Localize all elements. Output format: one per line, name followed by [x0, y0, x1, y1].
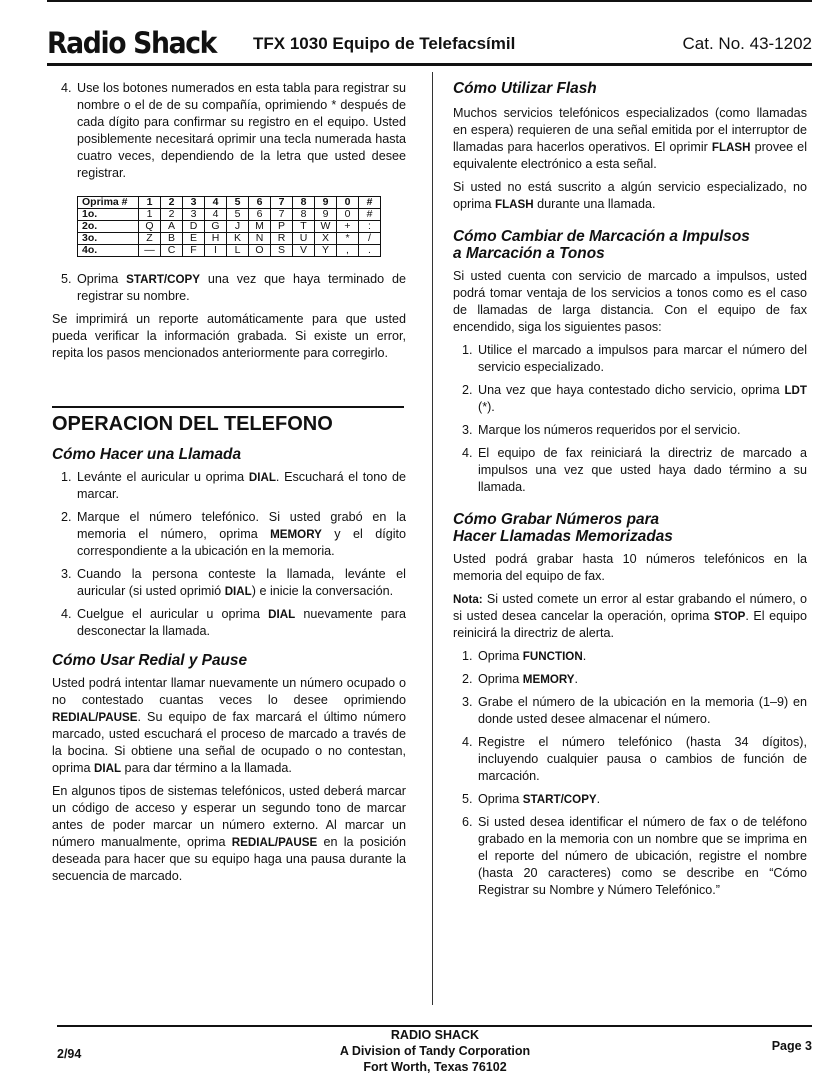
list-item: 1. Oprima FUNCTION.	[462, 649, 587, 663]
footer-date: 2/94	[57, 1047, 82, 1061]
brand-logo: Radio Shack	[47, 26, 217, 60]
table-cell: 0	[337, 209, 359, 221]
table-cell: E	[183, 233, 205, 245]
table-cell: 9	[315, 209, 337, 221]
table-cell: 2	[161, 209, 183, 221]
page-number: Page 3	[771, 1039, 812, 1053]
table-cell: Z	[139, 233, 161, 245]
table-cell: *	[337, 233, 359, 245]
table-cell: M	[249, 221, 271, 233]
list-item: 2. Una vez que haya contestado dicho servicio, oprima LDT (*).	[462, 383, 807, 414]
catalog-number: Cat. No. 43-1202	[682, 34, 812, 53]
list-item: 3. Cuando la persona conteste la llamada, levánte el auricular (si usted oprimió DIAL) e inicie la conversación.	[61, 567, 406, 598]
list-item: 6. Si usted desea identificar el número de fax o de teléfono grabado en la memoria con un nombre que se imprima en el reporte del número de ubicación, registre el nombre (hasta 20 caracteres) como se describe en “Cómo Registrar su Nombre y Número Telefónico.”	[462, 815, 807, 897]
left-column	[52, 80, 406, 885]
table-row	[78, 245, 381, 257]
row-label: Oprima #	[78, 197, 139, 209]
table-cell: D	[183, 221, 205, 233]
right-column	[453, 80, 807, 899]
list-item: 4. Use los botones numerados en esta tabla para registrar su nombre o el de de su compañía, oprimiendo * después de cada dígito para confirmar su registro en el equipo. Usted posiblemente necesitará oprimir una tecla numerada hasta cuatro veces, dependiendo de la letra que usted desee registrar.	[61, 81, 406, 180]
table-cell: H	[205, 233, 227, 245]
table-cell: L	[227, 245, 249, 257]
row-label: 2o.	[78, 221, 139, 233]
subheading-memory: Cómo Grabar Números para Hacer Llamadas Memorizadas	[453, 511, 673, 545]
table-cell: Q	[139, 221, 161, 233]
list-item: 2. Marque el número telefónico. Si usted grabó en la memoria el número, oprima MEMORY y el dígito correspondiente a la ubicación en la memoria.	[61, 510, 407, 558]
top-border	[47, 0, 812, 2]
table-cell: 2	[161, 197, 183, 209]
column-divider	[432, 72, 433, 1005]
note: Nota: Si usted comete un error al estar grabando el número, o si usted desea cancelar la operación, oprima STOP. El equipo reinicirá la directriz de alerta.	[453, 592, 807, 640]
table-cell: 4	[205, 209, 227, 221]
list-item: 5. Oprima START/COPY.	[462, 792, 601, 806]
list-item: 3. Grabe el número de la ubicación en la memoria (1–9) en donde usted desee almacenar el número.	[462, 695, 807, 726]
table-cell: —	[139, 245, 161, 257]
table-cell: #	[359, 197, 381, 209]
table-cell: 3	[183, 197, 205, 209]
list-item: 4. Cuelgue el auricular u oprima DIAL nuevamente para desconectar la llamada.	[61, 607, 406, 638]
list-item: 5. Oprima START/COPY una vez que haya terminado de registrar su nombre.	[61, 272, 406, 303]
list-item: 2. Oprima MEMORY.	[462, 672, 579, 686]
paragraph: Muchos servicios telefónicos especializados (como llamadas en espera) requieren de una señal emitida por el interruptor de llamadas para hacerlos operativos. El oprimir FLASH provee el equivalente electrónico a esta señal.	[453, 106, 807, 171]
table-row	[78, 221, 381, 233]
table-row	[78, 209, 381, 221]
table-cell: 5	[227, 197, 249, 209]
table-cell: N	[249, 233, 271, 245]
table-cell: X	[315, 233, 337, 245]
paragraph: Usted podrá intentar llamar nuevamente un número ocupado o no contestado cuantas veces lo desee oprimiendo REDIAL/PAUSE. Su equipo de fax marcará el último número marcado, usted escuchará el proceso de marcado a través de la bocina. Si obtiene una señal de ocupado o no contestan, oprima DIAL para dar término a la llamada.	[52, 676, 406, 775]
table-cell: 1	[139, 197, 161, 209]
header-rule	[47, 63, 812, 66]
table-cell: 6	[249, 197, 271, 209]
table-cell: 5	[227, 209, 249, 221]
table-cell: 9	[315, 197, 337, 209]
table-cell: R	[271, 233, 293, 245]
step-text: Use los botones numerados en esta tabla para registrar su nombre o el de de su compañía, oprimiendo * después de cada dígito para confirmar su registro en el equipo. Usted posiblemente necesitará oprimir una tecla numerada hasta cuatro veces, dependiendo de la letra que usted desee registrar.	[77, 81, 406, 180]
table-cell: C	[161, 245, 183, 257]
list-item: 1. Utilice el marcado a impulsos para marcar el número del servicio especializado.	[462, 343, 807, 374]
table-cell: +	[337, 221, 359, 233]
table-cell: V	[293, 245, 315, 257]
table-row	[78, 233, 381, 245]
table-cell: 4	[205, 197, 227, 209]
table-cell: 6	[249, 209, 271, 221]
table-cell: #	[359, 209, 381, 221]
table-cell: T	[293, 221, 315, 233]
subheading-pulse: Cómo Cambiar de Marcación a Impulsos a Marcación a Tonos	[453, 228, 750, 262]
table-cell: P	[271, 221, 293, 233]
table-cell: /	[359, 233, 381, 245]
table-cell: A	[161, 221, 183, 233]
paragraph: Usted podrá grabar hasta 10 números telefónicos en la memoria del equipo de fax.	[453, 552, 807, 583]
key-name: START/COPY	[126, 273, 200, 286]
row-label: 3o.	[78, 233, 139, 245]
subheading-call: Cómo Hacer una Llamada	[52, 446, 242, 463]
table-cell: :	[359, 221, 381, 233]
document-title: TFX 1030 Equipo de Telefacsímil	[253, 34, 516, 53]
table-header-row	[78, 197, 381, 209]
table-cell: 7	[271, 197, 293, 209]
paragraph: En algunos tipos de sistemas telefónicos, usted deberá marcar un código de acceso y esperar un segundo tono de marcar antes de poder marcar un número externo. Al marcar un número manualmente, oprima REDIAL/PAUSE en la posición deseada para hacer que su equipo haga una pausa durante la secuencia de marcado.	[52, 784, 407, 883]
list-item: 4. Registre el número telefónico (hasta 34 dígitos), incluyendo cualquier pausa o cambios de función de marcación.	[462, 735, 807, 783]
list-item: 4. El equipo de fax reiniciará la directriz de marcado a impulsos una vez que usted haya dado término a su llamada.	[462, 446, 807, 494]
subheading-redial: Cómo Usar Redial y Pause	[52, 652, 248, 669]
table-cell: .	[359, 245, 381, 257]
table-cell: 7	[271, 209, 293, 221]
table-cell: F	[183, 245, 205, 257]
table-cell: I	[205, 245, 227, 257]
table-cell: B	[161, 233, 183, 245]
table-cell: G	[205, 221, 227, 233]
table-cell: ,	[337, 245, 359, 257]
table-cell: S	[271, 245, 293, 257]
table-cell: J	[227, 221, 249, 233]
table-cell: 0	[337, 197, 359, 209]
list-item: 3. Marque los números requeridos por el servicio.	[462, 423, 741, 437]
footer-publisher: RADIO SHACK A Division of Tandy Corporation Fort Worth, Texas 76102	[339, 1028, 531, 1074]
table-cell: O	[249, 245, 271, 257]
paragraph: Se imprimirá un reporte automáticamente para que usted pueda verificar la información grabada. Si existe un error, repita los pasos mencionados anteriormente para corregirlo.	[52, 312, 406, 360]
section-title: OPERACION DEL TELEFONO	[52, 413, 333, 435]
table-cell: Y	[315, 245, 337, 257]
paragraph: Si usted cuenta con servicio de marcado a impulsos, usted podrá tomar ventaja de los servicios a tonos como es el caso de llamadas de larga distancia. Con el equipo de fax encendido, siga los siguientes pasos:	[453, 269, 807, 334]
paragraph: Si usted no está suscrito a algún servicio especializado, no oprima FLASH durante una llamada.	[453, 180, 807, 211]
row-label: 4o.	[78, 245, 139, 257]
page-header	[47, 26, 812, 60]
table-cell: W	[315, 221, 337, 233]
keypad-letter-table	[77, 196, 381, 257]
table-cell: 8	[293, 197, 315, 209]
table-cell: K	[227, 233, 249, 245]
subheading-flash: Cómo Utilizar Flash	[453, 80, 597, 97]
row-label: 1o.	[78, 209, 139, 221]
table-cell: 8	[293, 209, 315, 221]
list-item: 1. Levánte el auricular u oprima DIAL. Escuchará el tono de marcar.	[61, 470, 406, 501]
table-cell: 3	[183, 209, 205, 221]
table-cell: 1	[139, 209, 161, 221]
table-cell: U	[293, 233, 315, 245]
